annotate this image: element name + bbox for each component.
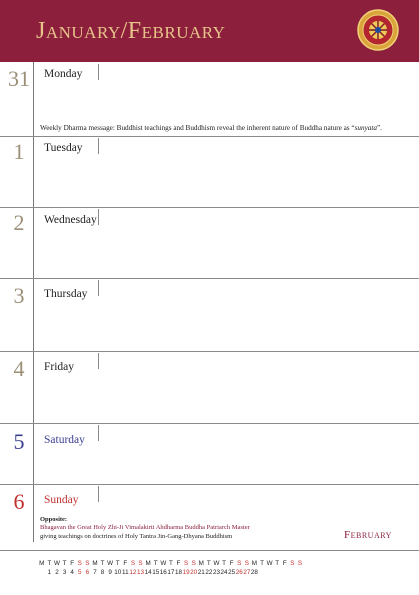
day-tick <box>98 138 99 154</box>
weekday-header: T <box>100 560 105 567</box>
calendar-date: 7 <box>93 569 97 576</box>
day-name: Thursday <box>44 288 88 300</box>
weekday-header: M <box>198 560 204 567</box>
weekday-header: F <box>70 560 75 567</box>
calendar-date <box>258 569 266 578</box>
weekday-header: M <box>39 560 45 567</box>
weekday-header: S <box>183 560 189 567</box>
calendar-date: 11 <box>122 569 129 576</box>
day-tick <box>98 486 99 502</box>
left-margin-rule <box>33 62 34 542</box>
weekday-header: F <box>229 560 234 567</box>
calendar-date <box>289 569 297 578</box>
calendar-date <box>38 569 46 578</box>
day-name: Monday <box>44 68 83 80</box>
calendar-date: 23 <box>212 569 220 576</box>
weekday-header-row <box>38 560 304 569</box>
calendar-date: 8 <box>100 569 105 576</box>
weekday-header: S <box>138 560 143 567</box>
day-tick <box>98 280 99 296</box>
calendar-date: 27 <box>243 569 251 576</box>
caption-line-2: giving teachings on doctrines of Holy Tantra Jin-Gang-Dhyana Buddhism <box>40 532 233 540</box>
weekday-header: W <box>54 560 60 567</box>
calendar-date: 15 <box>152 569 160 576</box>
calendar-date: 5 <box>78 569 82 576</box>
day-divider <box>0 484 419 485</box>
weekday-header: W <box>213 560 220 567</box>
dharma-wheel-emblem-icon <box>356 8 400 52</box>
weekday-header: T <box>115 560 120 567</box>
weekday-header: T <box>168 560 173 567</box>
weekday-header: W <box>107 560 114 567</box>
opposite-caption <box>40 516 250 541</box>
calendar-date: 22 <box>205 569 213 576</box>
day-number: 1 <box>13 139 25 164</box>
day-tick <box>98 425 99 441</box>
day-name-saturday: Saturday <box>44 434 85 446</box>
calendar-date: 10 <box>114 569 122 576</box>
calendar-date: 12 <box>129 569 137 576</box>
calendar-date: 9 <box>108 569 112 576</box>
day-number-saturday: 5 <box>13 429 25 454</box>
day-tick <box>98 64 99 80</box>
weekday-header: F <box>282 560 287 567</box>
day-name: Wednesday <box>44 214 97 226</box>
calendar-date <box>296 569 304 578</box>
weekday-header: S <box>244 560 249 567</box>
weekday-header: S <box>130 560 136 567</box>
calendar-date: 3 <box>62 569 67 576</box>
day-divider <box>0 278 419 279</box>
calendar-date: 21 <box>197 569 205 576</box>
day-divider <box>0 136 419 137</box>
weekday-header: W <box>160 560 167 567</box>
day-name: Tuesday <box>44 142 83 154</box>
calendar-date: 25 <box>228 569 236 576</box>
weekday-header: F <box>123 560 128 567</box>
day-tick <box>98 353 99 369</box>
calendar-date: 19 <box>182 569 190 576</box>
weekday-header: T <box>260 560 264 567</box>
day-tick <box>98 209 99 225</box>
day-name: Friday <box>44 361 75 373</box>
calendar-date: 4 <box>70 569 74 576</box>
weekday-header: T <box>222 560 226 567</box>
calendar-date: 17 <box>167 569 175 576</box>
calendar-date: 2 <box>55 569 59 576</box>
day-number: 3 <box>13 283 25 308</box>
date-row <box>38 569 304 578</box>
calendar-divider <box>0 550 419 551</box>
calendar-date: 28 <box>250 569 258 576</box>
calendar-date: 1 <box>47 569 52 576</box>
day-number-sunday: 6 <box>13 489 25 514</box>
weekday-header: M <box>145 560 151 567</box>
weekday-header: T <box>275 560 280 567</box>
calendar-date: 6 <box>85 569 90 576</box>
calendar-date: 26 <box>235 569 243 576</box>
page-title: January/February <box>36 18 226 44</box>
weekday-header: T <box>206 560 211 567</box>
day-number: 4 <box>13 356 25 381</box>
weekday-header: S <box>85 560 90 567</box>
calendar-date: 18 <box>174 569 182 576</box>
weekday-header: M <box>92 560 98 567</box>
mini-calendar <box>38 560 304 578</box>
caption-line-1: Bhagavan the Great Holy Zhi-Ji Vimalakirti Ahdharma Buddha Patriarch Master <box>40 524 250 532</box>
weekday-header: T <box>47 560 52 567</box>
weekday-header: F <box>176 560 181 567</box>
weekday-header: T <box>62 560 67 567</box>
month-label: February <box>344 529 392 541</box>
calendar-date: 13 <box>137 569 145 576</box>
weekday-header: W <box>266 560 273 567</box>
calendar-date: 14 <box>144 569 152 576</box>
weekday-header: S <box>237 560 242 567</box>
weekday-header: M <box>251 560 258 567</box>
dharma-message: Weekly Dharma message: Buddhist teachings and Buddhism reveal the inherent nature of Buddha nature as “sunyata”. <box>40 124 382 132</box>
calendar-date: 20 <box>190 569 198 576</box>
day-divider <box>0 207 419 208</box>
day-divider <box>0 351 419 352</box>
calendar-date: 16 <box>159 569 167 576</box>
day-number: 2 <box>13 210 25 235</box>
caption-label: Opposite: <box>40 516 68 523</box>
day-number: 31 <box>8 66 30 91</box>
day-divider <box>0 423 419 424</box>
weekday-header: S <box>191 560 196 567</box>
weekday-header: T <box>153 560 158 567</box>
calendar-date: 24 <box>220 569 228 576</box>
header-banner <box>0 0 419 62</box>
day-name-sunday: Sunday <box>44 494 79 506</box>
weekday-header: S <box>297 560 303 567</box>
weekday-header: S <box>290 560 295 567</box>
weekday-header: S <box>77 560 82 567</box>
calendar-date <box>266 569 274 578</box>
calendar-date <box>273 569 281 578</box>
calendar-date <box>281 569 289 578</box>
